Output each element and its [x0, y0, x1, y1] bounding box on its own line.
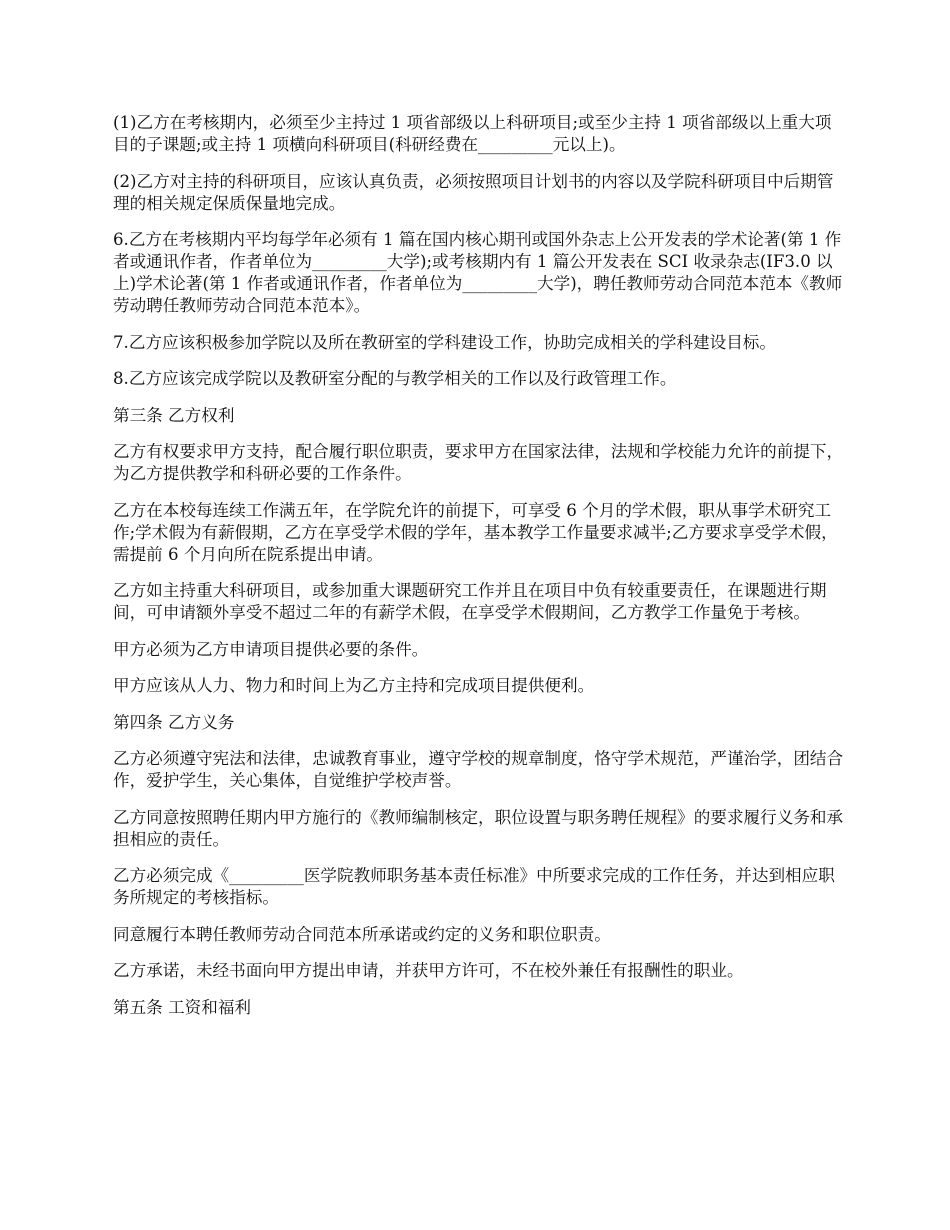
paragraph-right-support: 乙方有权要求甲方支持，配合履行职位职责，要求甲方在国家法律，法规和学校能力允许的前提下，为乙方提供教学和科研必要的工作条件。 — [113, 442, 844, 483]
paragraph-obligation-standards: 乙方必须完成《_________医学院教师职务基本责任标准》中所要求完成的工作任务，并达到相应职务所规定的考核指标。 — [113, 866, 835, 907]
paragraph-obligation-law: 乙方必须遵守宪法和法律，忠诚教育事业，遵守学校的规章制度，恪守学术规范，严谨治学，团结合作，爱护学生，关心集体，自觉维护学校声誉。 — [113, 749, 844, 790]
document-page — [113, 112, 845, 1033]
section-heading-article-5: 第五条 工资和福利 — [113, 997, 252, 1017]
paragraph-party-a-conditions: 甲方必须为乙方申请项目提供必要的条件。 — [113, 639, 429, 659]
paragraph-obligation-agreement: 同意履行本聘任教师劳动合同范本所承诺或约定的义务和职位职责。 — [113, 924, 611, 944]
paragraph-party-a-convenience: 甲方应该从人力、物力和时间上为乙方主持和完成项目提供便利。 — [113, 676, 595, 695]
paragraph-right-academic-leave: 乙方在本校每连续工作满五年，在学院允许的前提下，可享受 6 个月的学术假，职从事学术研究工作;学术假为有薪假期，乙方在享受学术假的学年，基本教学工作量要求减半;乙方要求享受学术假，需提前 6 个月向所在院系提出申请。 — [113, 500, 838, 564]
paragraph-item-8-admin-work: 8.乙方应该完成学院以及教研室分配的与教学相关的工作以及行政管理工作。 — [113, 369, 677, 388]
paragraph-obligation-regulations: 乙方同意按照聘任期内甲方施行的《教师编制核定，职位设置与职务聘任规程》的要求履行义务和承担相应的责任。 — [113, 807, 844, 849]
section-heading-article-4: 第四条 乙方义务 — [113, 712, 235, 732]
paragraph-research-project-responsibility: (2)乙方对主持的科研项目，应该认真负责，必须按照项目计划书的内容以及学院科研项目中后期管理的相关规定保质保量地完成。 — [113, 171, 834, 213]
paragraph-item-6-publication: 6.乙方在考核期内平均每学年必须有 1 篇在国内核心期刊或国外杂志上公开发表的学术论著(第 1 作者或通讯作者，作者单位为_________大学);或考核期内有 1 篇公开发表在 SCI 收录杂志(IF3.0 以上)学术论著(第 1 作者或通讯作者，作者单位为_________大学)，聘任教师劳动合同范本范本《教师劳动聘任教师劳动合同范本范本》。 — [113, 230, 843, 315]
paragraph-item-7-discipline-building: 7.乙方应该积极参加学院以及所在教研室的学科建设工作，协助完成相关的学科建设目标。 — [113, 332, 776, 352]
paragraph-right-extra-leave: 乙方如主持重大科研项目，或参加重大课题研究工作并且在项目中负有较重要责任，在课题进行期间，可申请额外享受不超过二年的有薪学术假，在享受学术假期间，乙方教学工作量免于考核。 — [113, 581, 827, 622]
section-heading-article-3: 第三条 乙方权利 — [113, 405, 235, 425]
paragraph-obligation-no-outside-job: 乙方承诺，未经书面向甲方提出申请，并获甲方许可，不在校外兼任有报酬性的职业。 — [113, 961, 744, 980]
paragraph-research-project-requirement: (1)乙方在考核期内，必须至少主持过 1 项省部级以上科研项目;或至少主持 1 项省部级以上重大项目的子课题;或主持 1 项横向科研项目(科研经费在_________元以上)。 — [113, 113, 832, 154]
